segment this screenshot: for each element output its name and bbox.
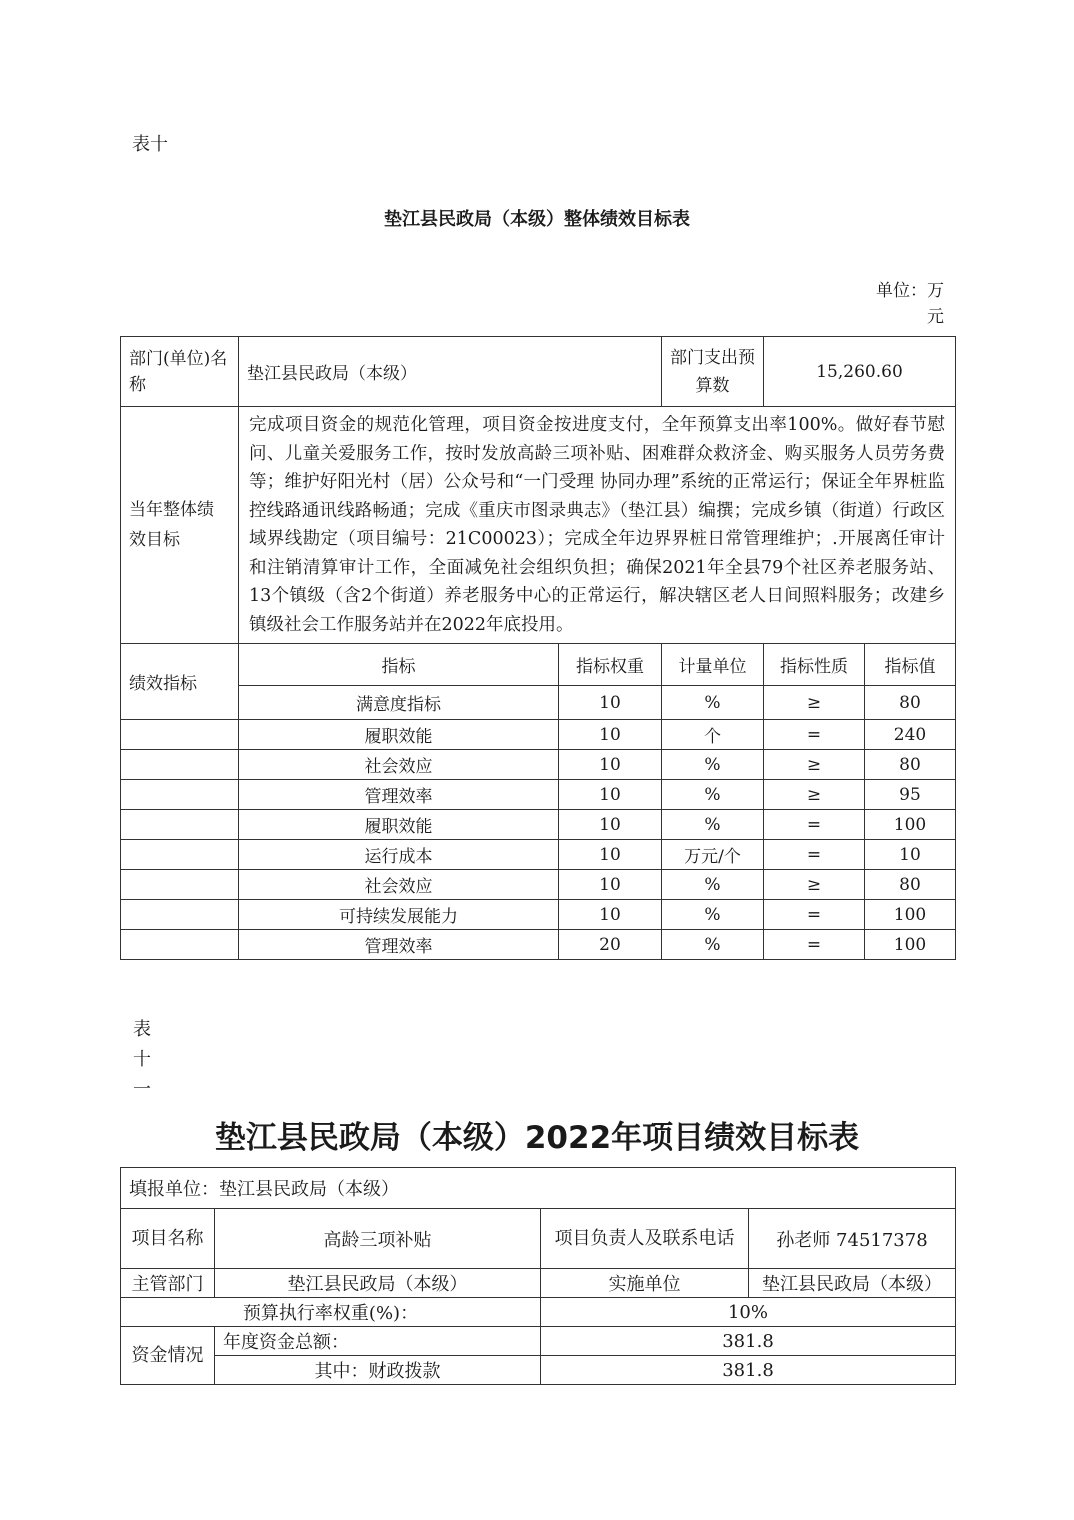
unit-note	[860, 278, 944, 330]
header-weight: 指标权重	[559, 644, 662, 686]
dept-value: 垫江县民政局（本级）	[215, 1269, 541, 1298]
empty-cell	[121, 720, 239, 750]
indicator-unit: %	[662, 870, 764, 900]
budget-weight-label: 预算执行率权重(%)：	[121, 1298, 541, 1327]
table-row	[121, 840, 956, 870]
indicator-weight: 10	[559, 780, 662, 810]
indicator-nature: =	[764, 840, 865, 870]
indicator-unit: %	[662, 780, 764, 810]
table-row	[121, 720, 956, 750]
fiscal-value: 381.8	[541, 1356, 956, 1385]
header-value: 指标值	[865, 644, 956, 686]
indicator-nature: ≥	[764, 686, 865, 720]
indicator-nature: ≥	[764, 750, 865, 780]
empty-cell	[121, 840, 239, 870]
indicator-value: 80	[865, 750, 956, 780]
unit-line2: 元	[927, 307, 944, 327]
indicator-nature: =	[764, 720, 865, 750]
impl-unit-label: 实施单位	[541, 1269, 749, 1298]
perf-indicator-label: 绩效指标	[121, 644, 239, 720]
unit-line1: 单位：万	[876, 281, 944, 301]
indicator-value: 80	[865, 686, 956, 720]
table-row	[121, 780, 956, 810]
table-row	[121, 810, 956, 840]
header-indicator: 指标	[239, 644, 559, 686]
indicator-weight: 10	[559, 870, 662, 900]
project-name-label: 项目名称	[121, 1209, 215, 1269]
budget-label: 部门支出预算数	[662, 337, 764, 407]
indicator-name: 管理效率	[239, 930, 559, 960]
contact-label: 项目负责人及联系电话	[541, 1209, 749, 1269]
dept-name-label: 部门(单位)名称	[121, 337, 239, 407]
table11-label	[132, 1015, 152, 1105]
indicator-nature: ≥	[764, 780, 865, 810]
indicator-weight: 10	[559, 900, 662, 930]
indicator-value: 10	[865, 840, 956, 870]
indicator-nature: =	[764, 900, 865, 930]
annual-total-label: 年度资金总额：	[215, 1327, 541, 1356]
indicator-name: 履职效能	[239, 810, 559, 840]
indicator-value: 80	[865, 870, 956, 900]
budget-value: 15,260.60	[764, 337, 956, 407]
annual-total-value: 381.8	[541, 1327, 956, 1356]
table-row	[121, 900, 956, 930]
budget-weight-value: 10%	[541, 1298, 956, 1327]
indicator-nature: ≥	[764, 870, 865, 900]
indicator-weight: 10	[559, 686, 662, 720]
empty-cell	[121, 810, 239, 840]
overall-performance-table	[120, 336, 956, 960]
indicator-value: 100	[865, 810, 956, 840]
indicator-nature: =	[764, 930, 865, 960]
indicator-name: 满意度指标	[239, 686, 559, 720]
goal-text: 完成项目资金的规范化管理，项目资金按进度支付，全年预算支出率100%。做好春节慰问、儿童关爱服务工作，按时发放高龄三项补贴、困难群众救济金、购买服务人员劳务费等；维护好阳光村（居）公众号和“一门受理 协同办理”系统的正常运行；保证全年界桩监控线路通讯线路畅通；完成《重庆市图录典志》（垫江县）编撰；完成乡镇（街道）行政区域界线勘定（项目编号：21C00023）；完成全年边界界桩日常管理维护；.开展离任审计和注销清算审计工作，全面减免社会组织负担；确保2021年全县79个社区养老服务站、13个镇级（含2个街道）养老服务中心的正常运行，解决辖区老人日间照料服务；改建乡镇级社会工作服务站并在2022年底投用。	[239, 407, 956, 644]
table-row	[121, 870, 956, 900]
header-nature: 指标性质	[764, 644, 865, 686]
table11-label-char: 一	[133, 1079, 151, 1100]
goal-label: 当年整体绩效目标	[121, 407, 239, 644]
impl-unit-value: 垫江县民政局（本级）	[749, 1269, 956, 1298]
table-row	[121, 930, 956, 960]
indicator-value: 100	[865, 900, 956, 930]
indicator-weight: 10	[559, 810, 662, 840]
indicator-unit: %	[662, 686, 764, 720]
dept-label: 主管部门	[121, 1269, 215, 1298]
indicator-weight: 10	[559, 720, 662, 750]
empty-cell	[121, 930, 239, 960]
indicator-value: 100	[865, 930, 956, 960]
contact-value: 孙老师 74517378	[749, 1209, 956, 1269]
fiscal-label: 其中：财政拨款	[215, 1356, 541, 1385]
filing-unit: 填报单位：垫江县民政局（本级）	[121, 1168, 956, 1209]
indicator-weight: 10	[559, 750, 662, 780]
indicator-value: 240	[865, 720, 956, 750]
indicator-name: 可持续发展能力	[239, 900, 559, 930]
indicator-value: 95	[865, 780, 956, 810]
table11-title: 垫江县民政局（本级）2022年项目绩效目标表	[214, 1120, 860, 1156]
empty-cell	[121, 780, 239, 810]
header-unit: 计量单位	[662, 644, 764, 686]
table-row	[121, 750, 956, 780]
table-row	[121, 686, 956, 720]
project-name-value: 高龄三项补贴	[215, 1209, 541, 1269]
table11-label-char: 十	[133, 1049, 151, 1070]
indicator-name: 运行成本	[239, 840, 559, 870]
indicator-name: 履职效能	[239, 720, 559, 750]
indicator-unit: 万元/个	[662, 840, 764, 870]
table11-label-char: 表	[133, 1019, 151, 1040]
indicator-unit: %	[662, 900, 764, 930]
indicator-unit: %	[662, 810, 764, 840]
funds-label: 资金情况	[121, 1327, 215, 1385]
indicator-unit: 个	[662, 720, 764, 750]
empty-cell	[121, 750, 239, 780]
project-performance-table	[120, 1167, 956, 1385]
indicator-weight: 20	[559, 930, 662, 960]
indicator-name: 管理效率	[239, 780, 559, 810]
table10-label: 表十	[132, 134, 168, 155]
table10-title: 垫江县民政局（本级）整体绩效目标表	[384, 209, 690, 230]
indicator-unit: %	[662, 930, 764, 960]
indicator-nature: =	[764, 810, 865, 840]
indicator-name: 社会效应	[239, 750, 559, 780]
indicator-weight: 10	[559, 840, 662, 870]
empty-cell	[121, 870, 239, 900]
indicator-unit: %	[662, 750, 764, 780]
indicator-name: 社会效应	[239, 870, 559, 900]
dept-name-value: 垫江县民政局（本级）	[239, 337, 662, 407]
empty-cell	[121, 900, 239, 930]
